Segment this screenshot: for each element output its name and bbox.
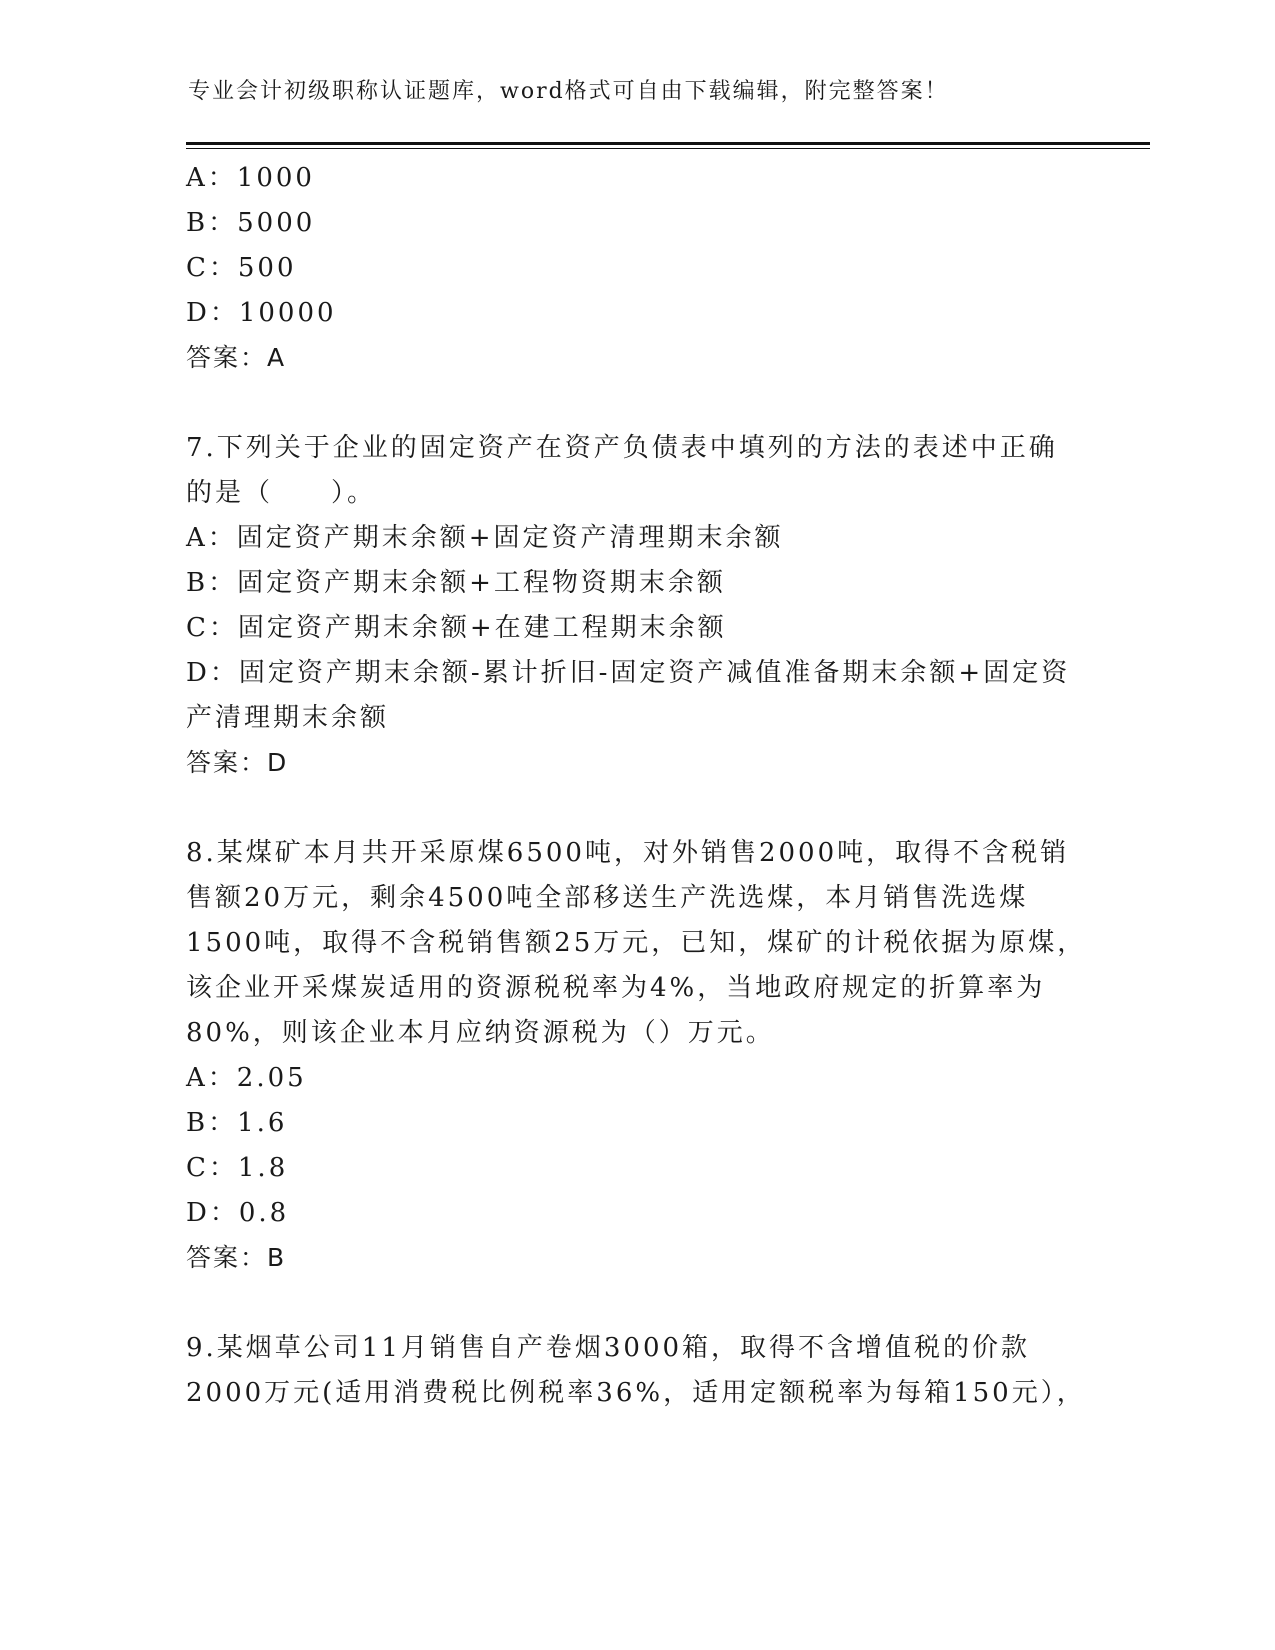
q6-option-c: C：500 — [186, 253, 297, 283]
header-rule-thin — [186, 148, 1150, 149]
q8-answer: 答案：B — [186, 1243, 287, 1272]
q7-stem-line1: 7.下列关于企业的固定资产在资产负债表中填列的方法的表述中正确 — [186, 433, 1058, 463]
q7-option-c: C：固定资产期末余额+在建工程期末余额 — [186, 613, 727, 643]
q6-option-b: B：5000 — [186, 208, 316, 238]
q8-option-d: D：0.8 — [186, 1198, 290, 1228]
q7-option-a: A：固定资产期末余额+固定资产清理期末余额 — [186, 523, 784, 553]
q6-option-a: A：1000 — [186, 163, 315, 193]
q7-option-d-line2: 产清理期末余额 — [186, 703, 390, 733]
q9-stem-line1: 9.某烟草公司11月销售自产卷烟3000箱，取得不含增值税的价款 — [186, 1333, 1031, 1363]
q8-stem-line4: 该企业开采煤炭适用的资源税税率为4%，当地政府规定的折算率为 — [186, 973, 1046, 1003]
q8-option-c: C：1.8 — [186, 1153, 289, 1183]
q7-option-d-line1: D：固定资产期末余额-累计折旧-固定资产减值准备期末余额+固定资 — [186, 658, 1071, 688]
q9-stem-line2: 2000万元(适用消费税比例税率36%，适用定额税率为每箱150元）， — [186, 1378, 1086, 1408]
q8-option-b: B：1.6 — [186, 1108, 288, 1138]
page-header: 专业会计初级职称认证题库，word格式可自由下载编辑，附完整答案！ — [188, 79, 949, 104]
q7-option-b: B：固定资产期末余额+工程物资期末余额 — [186, 568, 726, 598]
q8-stem-line5: 80%，则该企业本月应纳资源税为（）万元。 — [186, 1018, 775, 1048]
q6-answer: 答案：A — [186, 343, 287, 372]
q8-option-a: A：2.05 — [186, 1063, 307, 1093]
q8-stem-line2: 售额20万元，剩余4500吨全部移送生产洗选煤，本月销售洗选煤 — [186, 883, 1029, 913]
q8-stem-line3: 1500吨，取得不含税销售额25万元，已知，煤矿的计税依据为原煤， — [186, 928, 1087, 958]
q7-stem-line2: 的是（ ）。 — [186, 478, 377, 508]
q6-option-d: D：10000 — [186, 298, 337, 328]
q7-answer: 答案：D — [186, 748, 289, 777]
header-rule-thick — [186, 142, 1150, 145]
q8-stem-line1: 8.某煤矿本月共开采原煤6500吨，对外销售2000吨，取得不含税销 — [186, 838, 1070, 868]
